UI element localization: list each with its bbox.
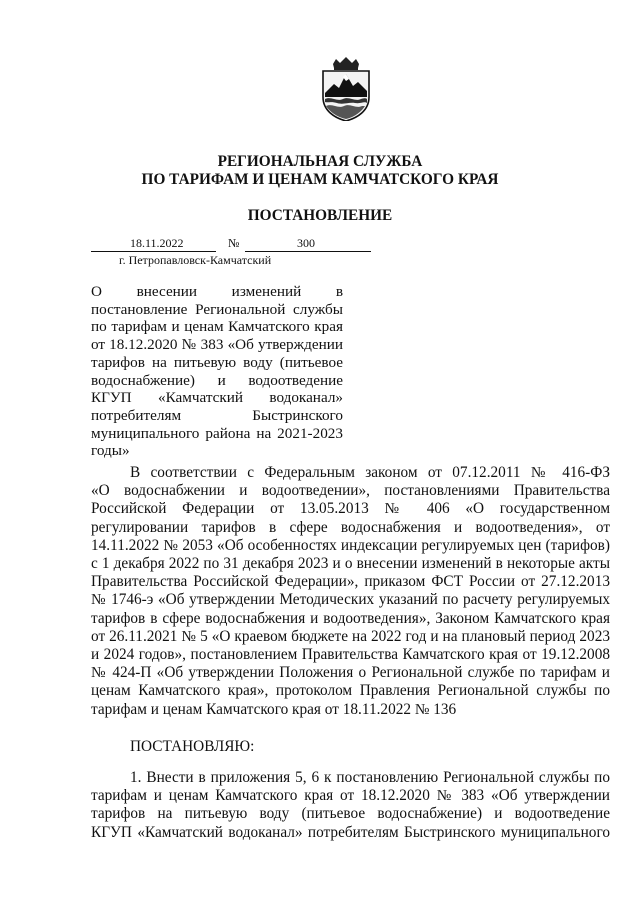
preamble-paragraph	[91, 464, 610, 719]
preamble-line: и 2024 годов», постановлением Правительства Камчатского края от 19.12.2008	[91, 646, 610, 664]
document-subject	[91, 283, 343, 460]
document-type: ПОСТАНОВЛЕНИЕ	[247, 207, 393, 224]
coat-of-arms-emblem	[319, 57, 373, 121]
preamble-line: Правительства Российской Федерации», приказом ФСТ России от 27.12.2013	[91, 573, 610, 591]
subject-line: по тарифам и ценам Камчатского края	[91, 318, 343, 336]
subject-line: КГУП «Камчатский водоканал»	[91, 389, 343, 407]
decree-word: ПОСТАНОВЛЯЮ:	[130, 738, 255, 755]
document-date: 18.11.2022	[130, 236, 184, 250]
subject-line: потребителям Быстринского	[91, 406, 343, 424]
preamble-line: тарифам и ценам Камчатского края от 18.11.2022 № 136	[91, 700, 457, 718]
subject-line: О внесении изменений в	[91, 283, 343, 300]
org-name-line-1: РЕГИОНАЛЬНАЯ СЛУЖБА	[217, 153, 423, 170]
org-name-line-2: ПО ТАРИФАМ И ЦЕНАМ КАМЧАТСКОГО КРАЯ	[141, 171, 499, 188]
preamble-line: тарифов в сфере водоснабжения и водоотведения», Законом Камчатского края	[91, 609, 610, 627]
number-sign: №	[228, 236, 240, 250]
subject-line: постановление Региональной службы	[91, 300, 343, 318]
subject-line: водоснабжение) и водоотведение	[91, 371, 343, 389]
preamble-line: № 424-П «Об утверждении Положения о Региональной службе по тарифам и	[91, 664, 610, 682]
preamble-line: ценам Камчатского края», протоколом Правления Региональной службы по	[91, 682, 610, 700]
number-underline	[245, 251, 371, 252]
item-1-line: тарифов на питьевую воду (питьевое водоснабжение) и водоотведение	[91, 805, 610, 823]
document-number: 300	[297, 236, 315, 250]
preamble-line: Российской Федерации от 13.05.2013 № 406 «О государственном	[91, 500, 610, 518]
subject-line: годы»	[91, 442, 130, 460]
date-underline	[91, 251, 216, 252]
subject-line: муниципального района на 2021-2023	[91, 424, 343, 442]
preamble-line: «О водоснабжении и водоотведении», постановлениями Правительства	[91, 482, 610, 500]
preamble-line: от 26.11.2021 № 5 «О краевом бюджете на 2022 год и на плановый период 2023	[91, 627, 610, 645]
preamble-line: с 1 декабря 2022 по 31 декабря 2023 и о внесении изменений в некоторые акты	[91, 555, 610, 573]
subject-line: от 18.12.2020 № 383 «Об утверждении	[91, 336, 343, 354]
subject-line: тарифов на питьевую воду (питьевое	[91, 353, 343, 371]
preamble-line: регулировании тарифов в сфере водоснабжения и водоотведения», от	[91, 518, 610, 536]
preamble-line: 14.11.2022 № 2053 «Об особенностях индексации регулируемых цен (тарифов)	[91, 536, 610, 554]
item-1-line: 1. Внести в приложения 5, 6 к постановлению Региональной службы по	[130, 769, 610, 786]
item-1-line: тарифам и ценам Камчатского края от 18.12.2020 № 383 «Об утверждении	[91, 787, 610, 805]
kamchatka-coat-of-arms-icon	[319, 57, 373, 121]
item-1-line: КГУП «Камчатский водоканал» потребителям Быстринского муниципального	[91, 823, 610, 841]
document-place: г. Петропавловск-Камчатский	[119, 253, 272, 267]
preamble-line: В соответствии с Федеральным законом от 07.12.2011 № 416-ФЗ	[130, 464, 610, 481]
item-1-paragraph	[91, 769, 610, 842]
preamble-line: № 1746-э «Об утверждении Методических указаний по расчету регулируемых	[91, 591, 610, 609]
